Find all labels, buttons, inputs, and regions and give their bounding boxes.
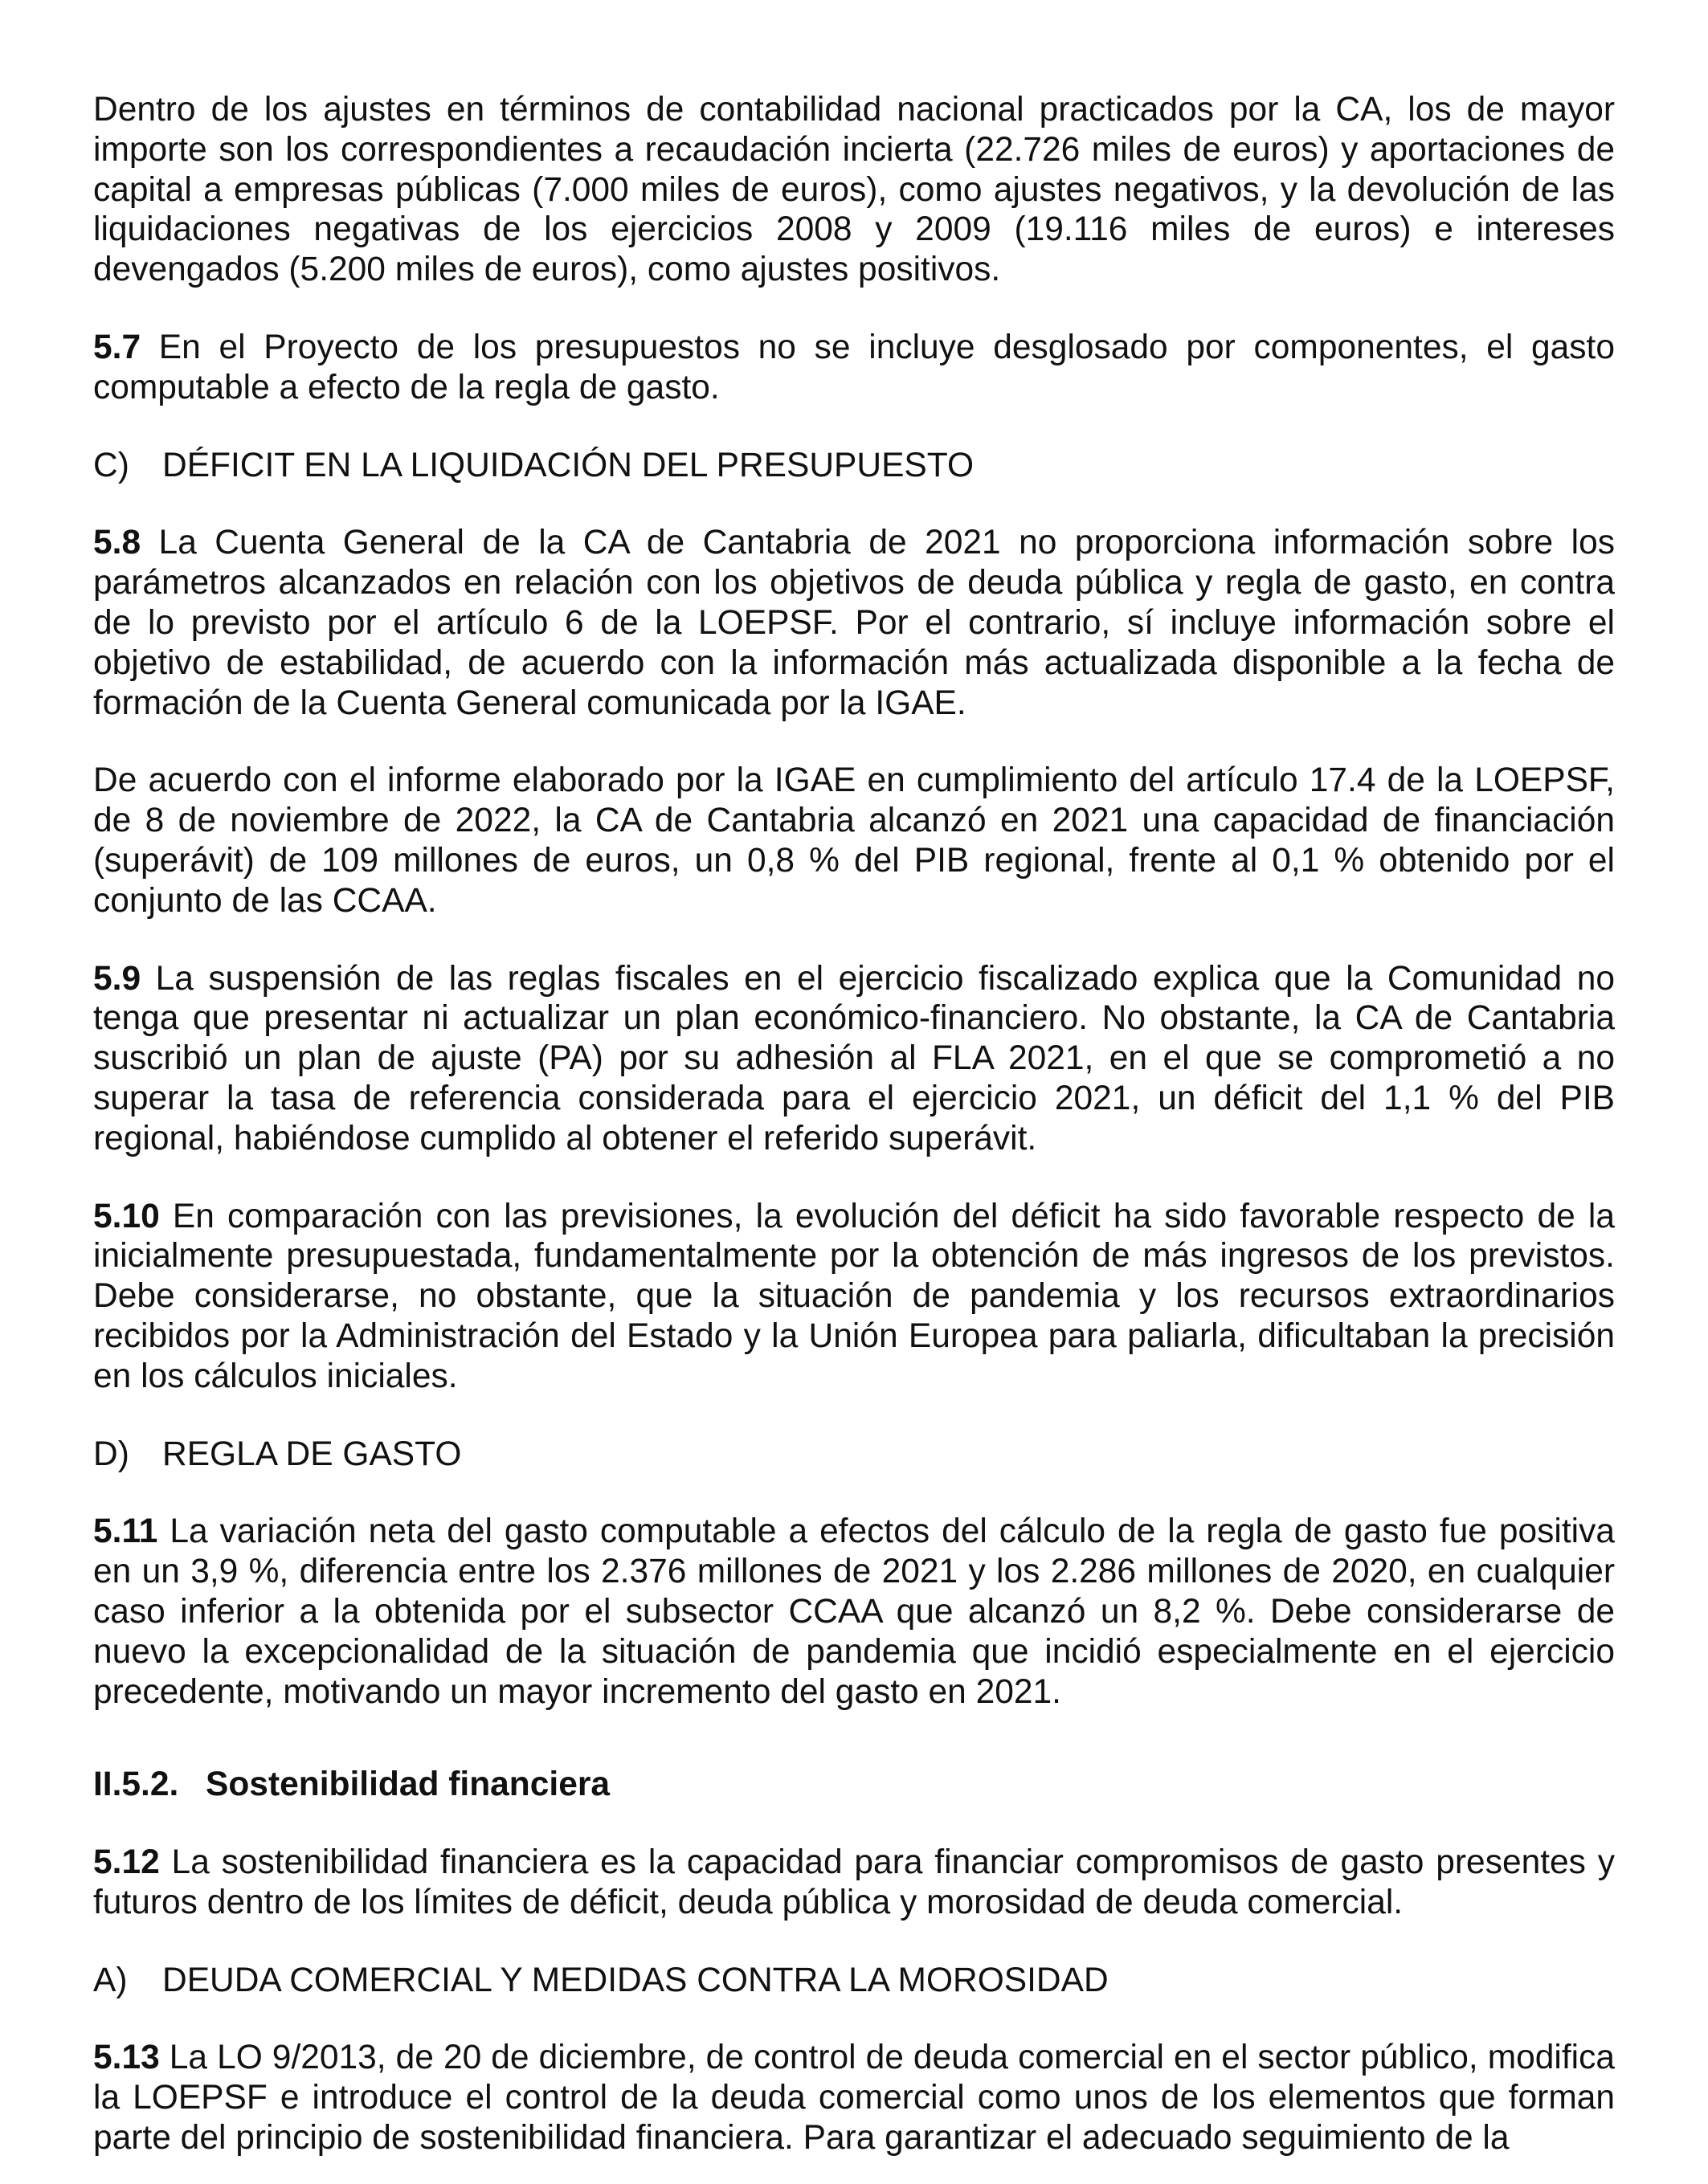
heading-title: REGLA DE GASTO	[162, 1435, 462, 1473]
subsection-code: II.5.2.	[93, 1766, 179, 1804]
paragraph-text: La Cuenta General de la CA de Cantabria de 2021 no proporciona información sobre los parámetros alcanzados en relación con los objetivos de deuda pública y regla de gasto, en contra de lo previsto por el artículo 6 de la LOEPSF. Por el contrario, sí incluye información sobre el objetivo de estabilidad, de acuerdo con la información más actualizada disponible a la fecha de formación de la Cuenta General comunicada por la IGAE.	[93, 524, 1615, 722]
paragraph-number: 5.8	[93, 524, 141, 562]
heading-letter: C)	[93, 446, 129, 484]
paragraph-5-9	[93, 959, 1615, 1159]
paragraph-text: En el Proyecto de los presupuestos no se incluye desglosado por componentes, el gasto computable a efecto de la regla de gasto.	[93, 328, 1615, 406]
paragraph-5-7	[93, 328, 1615, 408]
paragraph-text: La variación neta del gasto computable a efectos del cálculo de la regla de gasto fue positiva en un 3,9 %, diferencia entre los 2.376 millones de 2021 y los 2.286 millones de 2020, en cualquier caso inferior a la obtenida por el subsector CCAA que alcanzó un 8,2 %. Debe considerarse de nuevo la excepcionalidad de la situación de pandemia que incidió especialmente en el ejercicio precedente, motivando un mayor incremento del gasto en 2021.	[93, 1512, 1615, 1711]
paragraph-number: 5.10	[93, 1197, 160, 1235]
paragraph-number: 5.9	[93, 959, 141, 998]
paragraph-text: La sostenibilidad financiera es la capacidad para financiar compromisos de gasto presentes y futuros dentro de los límites de déficit, deuda pública y morosidad de deuda comercial.	[93, 1843, 1615, 1921]
heading-deficit	[93, 446, 1615, 486]
heading-deuda-comercial	[93, 1961, 1615, 2001]
heading-title: DÉFICIT EN LA LIQUIDACIÓN DEL PRESUPUESTO	[162, 446, 975, 484]
subsection-heading	[93, 1765, 1615, 1805]
paragraph-text: La LO 9/2013, de 20 de diciembre, de control de deuda comercial en el sector público, modifica la LOEPSF e introduce el control de la deuda comercial como unos de los elementos que forman parte del principio de sostenibilidad financiera. Para garantizar el adecuado seguimiento de la	[93, 2039, 1615, 2157]
heading-letter: A)	[93, 1961, 128, 1999]
paragraph-text: La suspensión de las reglas fiscales en el ejercicio fiscalizado explica que la Comunidad no tenga que presentar ni actualizar un plan económico-financiero. No obstante, la CA de Cantabria suscribió un plan de ajuste (PA) por su adhesión al FLA 2021, en el que se comprometió a no superar la tasa de referencia considerada para el ejercicio 2021, un déficit del 1,1 % del PIB regional, habiéndose cumplido al obtener el referido superávit.	[93, 959, 1615, 1157]
heading-letter: D)	[93, 1435, 129, 1473]
paragraph-text: Dentro de los ajustes en términos de contabilidad nacional practicados por la CA, los de mayor importe son los correspondientes a recaudación incierta (22.726 miles de euros) y aportaciones de capital a empresas públicas (7.000 miles de euros), como ajustes negativos, y la devolución de las liquidaciones negativas de los ejercicios 2008 y 2009 (19.116 miles de euros) e intereses devengados (5.200 miles de euros), como ajustes positivos.	[93, 91, 1615, 289]
paragraph-5-8	[93, 523, 1615, 723]
paragraph-5-12	[93, 1843, 1615, 1923]
paragraph-5-10	[93, 1197, 1615, 1397]
document-page	[93, 90, 1615, 2158]
subsection-title: Sostenibilidad financiera	[206, 1766, 611, 1804]
heading-regla-gasto	[93, 1435, 1615, 1475]
paragraph-number: 5.11	[93, 1512, 158, 1551]
paragraph-igae	[93, 761, 1615, 921]
paragraph-text: De acuerdo con el informe elaborado por la IGAE en cumplimiento del artículo 17.4 de la LOEPSF, de 8 de noviembre de 2022, la CA de Cantabria alcanzó en 2021 una capacidad de financiación (superávit) de 109 millones de euros, un 0,8 % del PIB regional, frente al 0,1 % obtenido por el conjunto de las CCAA.	[93, 761, 1615, 920]
heading-title: DEUDA COMERCIAL Y MEDIDAS CONTRA LA MOROSIDAD	[162, 1961, 1109, 1999]
paragraph-number: 5.13	[93, 2039, 160, 2077]
paragraph-5-11	[93, 1512, 1615, 1712]
paragraph-number: 5.7	[93, 328, 141, 366]
paragraph-5-13	[93, 2038, 1615, 2157]
paragraph-text: En comparación con las previsiones, la evolución del déficit ha sido favorable respecto de la inicialmente presupuestada, fundamentalmente por la obtención de más ingresos de los previstos. Debe considerarse, no obstante, que la situación de pandemia y los recursos extraordinarios recibidos por la Administración del Estado y la Unión Europea para paliarla, dificultaban la precisión en los cálculos iniciales.	[93, 1197, 1615, 1395]
paragraph-number: 5.12	[93, 1843, 160, 1882]
paragraph-ajustes	[93, 90, 1615, 290]
